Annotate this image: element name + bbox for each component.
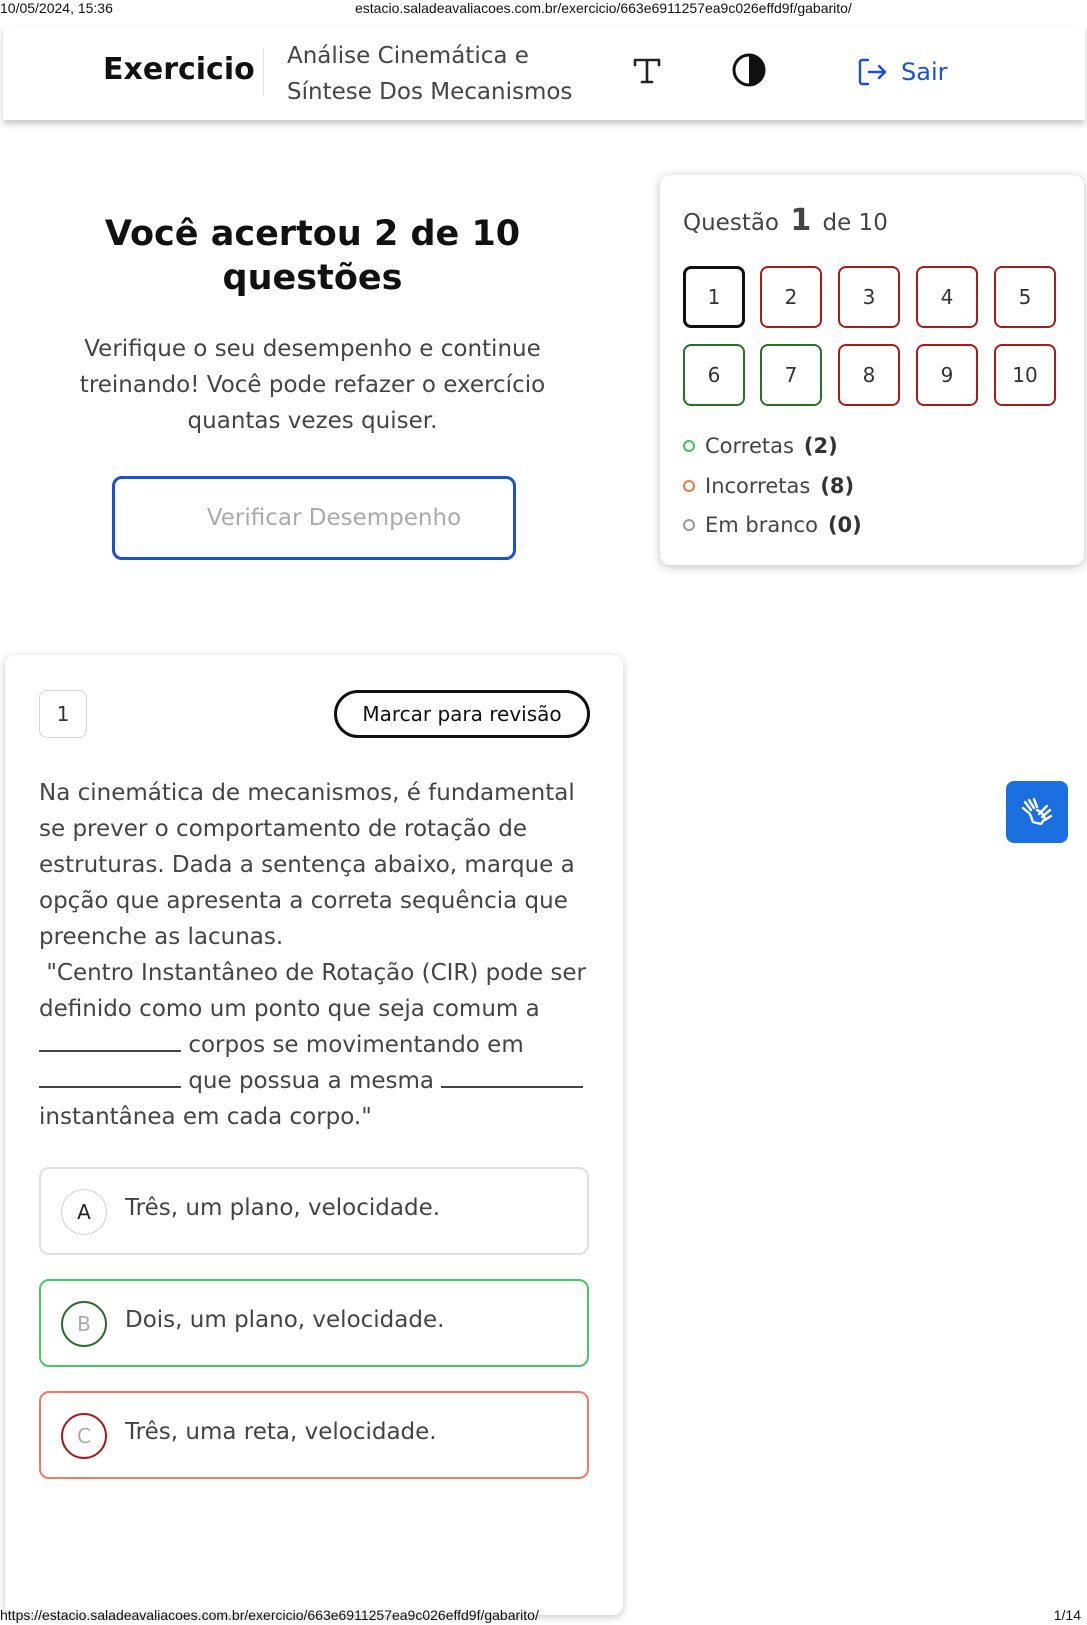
- mark-for-review-button[interactable]: [334, 690, 590, 738]
- quote-part-4: instantânea em cada corpo.": [39, 1104, 372, 1130]
- question-button-9[interactable]: [916, 344, 978, 406]
- question-button-label: 9: [940, 363, 954, 387]
- print-host-path: estacio.saladeavaliacoes.com.br/exercicio/663e6911257ea9c026effd9f/gabarito/: [355, 0, 852, 16]
- option-c[interactable]: [39, 1391, 589, 1479]
- incorrect-dot-icon: [683, 480, 695, 492]
- question-button-label: 7: [784, 363, 798, 387]
- legend-blank-label: Em branco: [705, 513, 818, 537]
- print-datetime: 10/05/2024, 15:36: [0, 0, 113, 16]
- brand-title: Exercicio: [103, 52, 255, 87]
- question-button-label: 10: [1012, 363, 1038, 387]
- option-a[interactable]: [39, 1167, 589, 1255]
- question-button-10[interactable]: [994, 344, 1056, 406]
- question-button-label: 5: [1018, 285, 1032, 309]
- option-letter: B: [61, 1301, 107, 1347]
- legend-incorrect-count: (8): [820, 474, 855, 498]
- verify-performance-label: Verificar Desempenho: [206, 505, 462, 531]
- navigator-heading-prefix: Questão: [683, 210, 779, 236]
- sign-language-button[interactable]: [1006, 781, 1068, 843]
- option-letter: C: [61, 1413, 107, 1459]
- logout-label: Sair: [901, 58, 948, 86]
- option-letter: A: [61, 1189, 107, 1235]
- question-button-label: 2: [784, 285, 798, 309]
- blank-dot-icon: [683, 519, 695, 531]
- top-bar: [3, 26, 1085, 120]
- course-title: [287, 38, 587, 110]
- question-button-5[interactable]: [994, 266, 1056, 328]
- navigator-current-number: 1: [790, 203, 812, 238]
- quote-part-3: que possua a mesma: [188, 1068, 435, 1094]
- print-url: https://estacio.saladeavaliacoes.com.br/exercicio/663e6911257ea9c026effd9f/gabarito/: [0, 1607, 539, 1623]
- result-message: Verifique o seu desempenho e continue treinando! Você pode refazer o exercício quantas vezes quiser.: [79, 336, 546, 434]
- font-size-button[interactable]: [627, 50, 667, 90]
- legend-correct-label: Corretas: [705, 434, 794, 458]
- logout-button[interactable]: [855, 54, 947, 90]
- question-button-label: 8: [862, 363, 876, 387]
- course-title-line-1: Análise Cinemática e: [287, 43, 529, 69]
- font-size-icon: [627, 50, 667, 90]
- option-b[interactable]: [39, 1279, 589, 1367]
- legend-incorrect-label: Incorretas: [705, 474, 811, 498]
- navigator-heading-suffix: de 10: [822, 210, 888, 236]
- question-button-2[interactable]: [760, 266, 822, 328]
- question-button-1[interactable]: [683, 266, 745, 328]
- print-page-counter: 1/14: [1053, 1607, 1081, 1623]
- blank-line: [39, 1030, 181, 1052]
- contrast-icon: [729, 50, 769, 90]
- question-navigator: [660, 175, 1084, 565]
- question-button-8[interactable]: [838, 344, 900, 406]
- contrast-button[interactable]: [729, 50, 769, 90]
- verify-performance-button[interactable]: [112, 476, 516, 560]
- legend-correct: [683, 434, 838, 458]
- question-button-label: 4: [940, 285, 954, 309]
- header-divider: [263, 48, 264, 96]
- option-text: Três, um plano, velocidade.: [125, 1195, 441, 1221]
- question-quote: [39, 955, 595, 1135]
- question-button-label: 3: [862, 285, 876, 309]
- question-button-6[interactable]: [683, 344, 745, 406]
- sign-language-hands-icon: [1017, 792, 1057, 832]
- legend-correct-count: (2): [803, 434, 838, 458]
- question-number: 1: [39, 690, 87, 738]
- print-footer: [0, 1607, 1087, 1625]
- question-statement: Na cinemática de mecanismos, é fundamental se prever o comportamento de rotação de estruturas. Dada a sentença abaixo, marque a opção que apresenta a correta sequência que preenche as lacunas.: [39, 780, 575, 950]
- correct-dot-icon: [683, 440, 695, 452]
- legend-blank: [683, 513, 862, 537]
- question-button-7[interactable]: [760, 344, 822, 406]
- question-button-3[interactable]: [838, 266, 900, 328]
- print-header: [0, 0, 1087, 18]
- question-button-label: 6: [707, 363, 721, 387]
- logout-arrow-icon: [855, 55, 889, 89]
- quote-part-2: corpos se movimentando em: [188, 1032, 524, 1058]
- quote-part-1: "Centro Instantâneo de Rotação (CIR) pode ser definido como um ponto que seja comum a: [39, 960, 587, 1022]
- blank-line: [39, 1066, 181, 1088]
- legend-incorrect: [683, 474, 854, 498]
- option-text: Três, uma reta, velocidade.: [125, 1419, 437, 1445]
- question-button-label: 1: [707, 285, 721, 309]
- blank-line: [441, 1066, 583, 1088]
- result-title: Você acertou 2 de 10 questões: [104, 214, 521, 298]
- option-text: Dois, um plano, velocidade.: [125, 1307, 445, 1333]
- question-button-4[interactable]: [916, 266, 978, 328]
- mark-for-review-label: Marcar para revisão: [362, 702, 562, 726]
- question-text: [39, 775, 595, 1135]
- legend-blank-count: (0): [827, 513, 862, 537]
- course-title-line-2: Síntese Dos Mecanismos: [287, 79, 573, 105]
- question-card: [5, 655, 623, 1615]
- navigator-heading: [683, 203, 888, 238]
